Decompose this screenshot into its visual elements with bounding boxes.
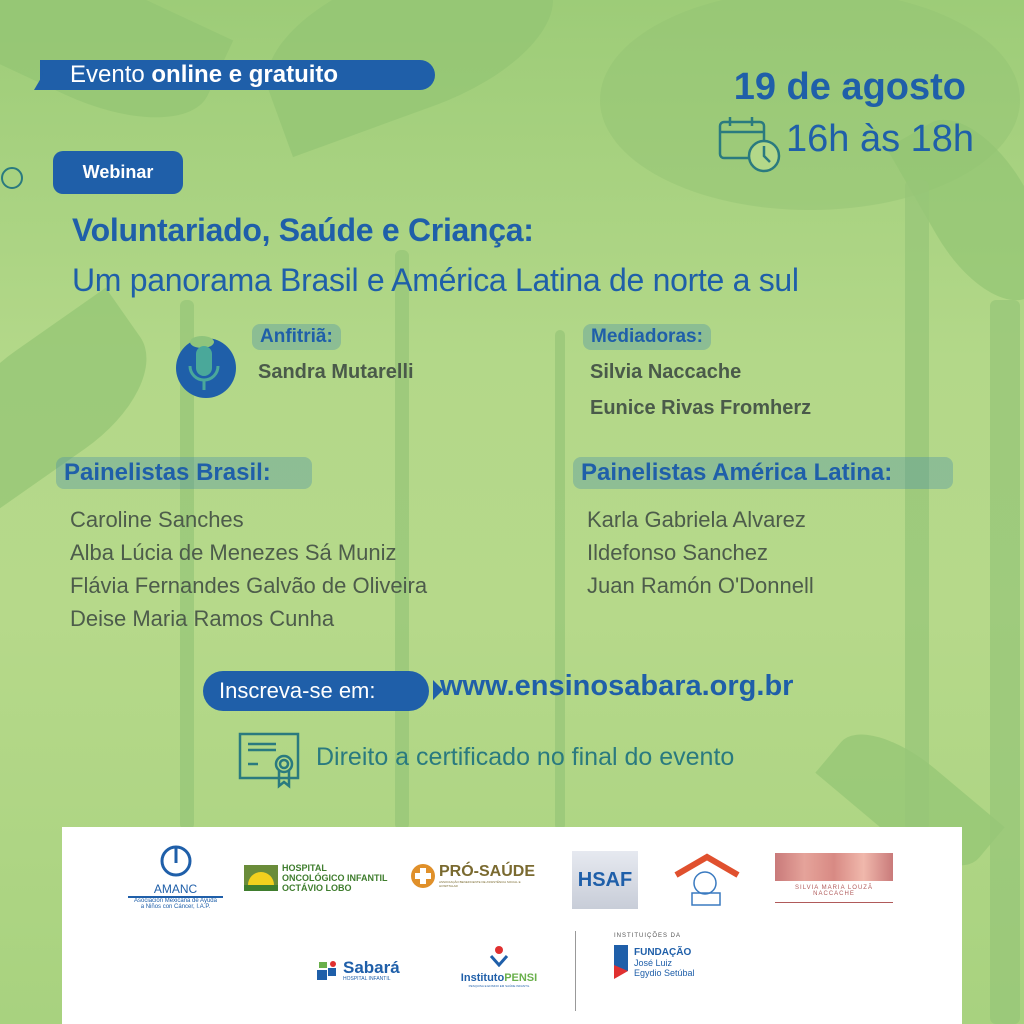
panelist-name: Juan Ramón O'Donnell	[587, 573, 814, 598]
event-time: 16h às 18h	[786, 118, 975, 160]
cross-icon	[410, 863, 436, 889]
event-date: 19 de agosto	[733, 66, 966, 108]
webinar-badge: Webinar	[53, 151, 183, 194]
sponsor-logos-panel	[62, 827, 962, 1024]
pro-saude-logo: PRÓ-SAÚDE ASSOCIAÇÃO BENEFICENTE DE ASSISTÊNCIA SOCIAL E HOSPITALAR	[410, 863, 539, 889]
signup-label: Inscreva-se em:	[203, 671, 429, 711]
page-title: Voluntariado, Saúde e Criança:	[72, 212, 534, 248]
event-prefix: Evento	[70, 61, 145, 88]
amanc-logo: AMANC Asociación Mexicana de Ayuda a Niños con Cáncer, I.A.P.	[128, 845, 223, 910]
silvia-naccache-logo: SILVIA MARIA LOUZÃ NACCACHE	[775, 853, 893, 903]
mediator-name: Silvia Naccache	[590, 361, 742, 383]
fundacao-emblem-icon	[614, 945, 630, 981]
calendar-clock-icon	[718, 114, 782, 174]
sabara-logo: Sabará HOSPITAL INFANTIL	[317, 959, 400, 982]
panel-latam-label: Painelistas América Latina:	[573, 457, 953, 489]
panelist-name: Ildefonso Sanchez	[587, 540, 769, 565]
page-subtitle: Um panorama Brasil e América Latina de norte a sul	[72, 262, 799, 298]
mediator-name: Eunice Rivas Fromherz	[590, 397, 812, 419]
certificate-icon	[236, 730, 304, 790]
panel-brazil-list	[70, 503, 427, 635]
panel-brazil-label: Painelistas Brasil:	[56, 457, 312, 489]
hsaf-logo: HSAF	[572, 851, 638, 909]
logo-divider	[575, 931, 576, 1011]
panelist-name: Deise Maria Ramos Cunha	[70, 606, 335, 631]
signup-link[interactable]: www.ensinosabara.org.br	[440, 670, 794, 702]
certificate-note: Direito a certificado no final do evento	[316, 743, 735, 771]
mediators-label: Mediadoras:	[583, 324, 711, 350]
host-name: Sandra Mutarelli	[258, 361, 414, 383]
sabara-emblem-icon	[317, 960, 339, 982]
panelist-name: Flávia Fernandes Galvão de Oliveira	[70, 573, 428, 598]
house-child-logo	[672, 853, 742, 909]
event-emphasis: online e gratuito	[151, 61, 339, 88]
hospital-octavio-lobo-logo: HOSPITAL ONCOLÓGICO INFANTIL OCTÁVIO LOBO	[244, 863, 388, 893]
sunrise-icon	[244, 865, 278, 891]
ring-logo-icon	[0, 158, 28, 194]
amanc-emblem-icon	[158, 845, 194, 877]
host-label: Anfitriã:	[252, 324, 341, 350]
panelist-name: Karla Gabriela Alvarez	[587, 507, 806, 532]
panel-latam-list	[587, 503, 814, 602]
microphone-icon	[172, 332, 242, 400]
panelist-name: Alba Lúcia de Menezes Sá Muniz	[70, 540, 397, 565]
event-type-banner	[40, 60, 435, 90]
pensi-emblem-icon	[489, 945, 509, 967]
panelist-name: Caroline Sanches	[70, 507, 244, 532]
fundacao-logo: INSTITUIÇÕES DA FUNDAÇÃO José Luiz Egydio Setúbal	[614, 933, 695, 981]
instituto-pensi-logo: InstitutoPENSI PESQUISA E ENSINO EM SAÚDE INFANTIL	[454, 945, 544, 988]
